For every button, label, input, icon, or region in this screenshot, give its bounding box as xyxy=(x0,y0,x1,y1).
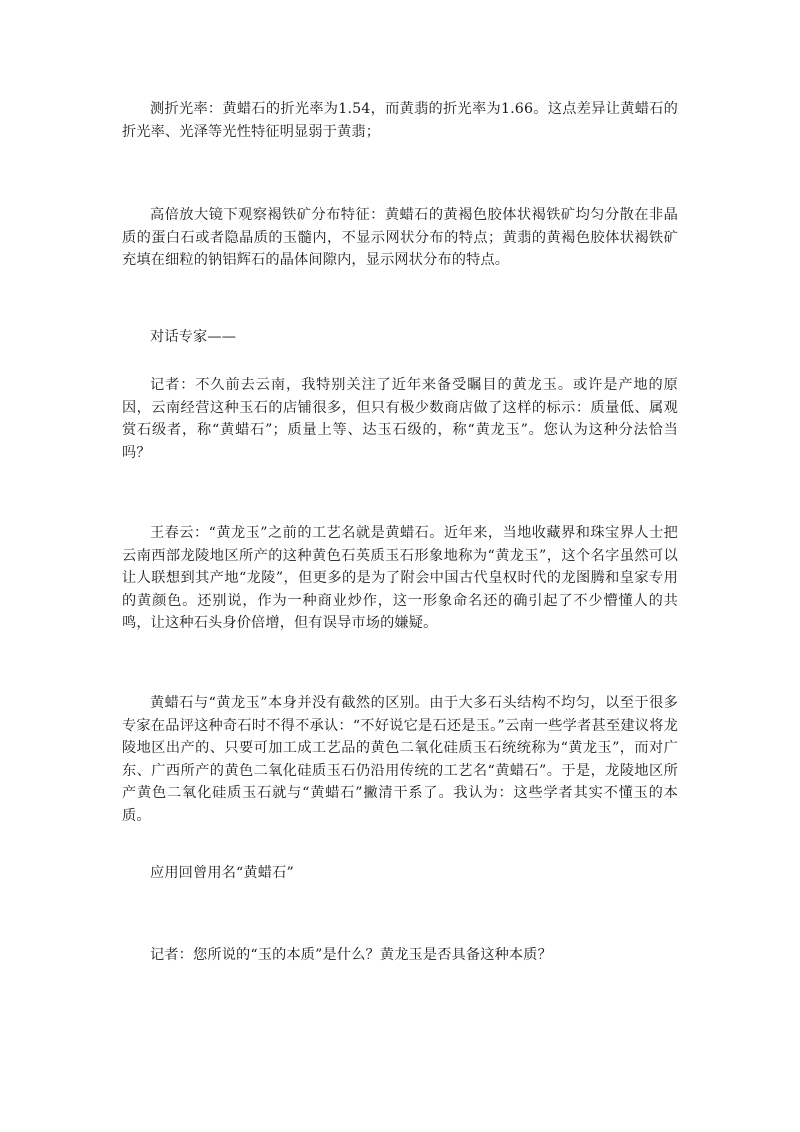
paragraph-wang-chunyun-answer: 王春云：“黄龙玉”之前的工艺名就是黄蜡石。近年来，当地收藏界和珠宝界人士把云南西部龙陵地区所产的这种黄色石英质玉石形象地称为“黄龙玉”，这个名字虽然可以让人联想到其产地“龙陵”，但更多的是为了附会中国古代皇权时代的龙图腾和皇家专用的黄颜色。还别说，作为一种商业炒作，这一形象命名还的确引起了不少懵懂人的共鸣，让这种石头身价倍增，但有误导市场的嫌疑。 xyxy=(122,525,678,632)
section-heading-expert-dialogue: 对话专家—— xyxy=(150,329,237,345)
section-heading-former-name: 应用回曾用名“黄蜡石” xyxy=(150,865,294,881)
paragraph-refractive-index: 测折光率：黄蜡石的折光率为1.54，而黄翡的折光率为1.66。这点差异让黄蜡石的折光率、光泽等光性特征明显弱于黄翡； xyxy=(122,101,678,140)
paragraph-limonite-distribution: 高倍放大镜下观察褐铁矿分布特征：黄蜡石的黄褐色胶体状褐铁矿均匀分散在非晶质的蛋白石或者隐晶质的玉髓内，不显示网状分布的特点；黄翡的黄褐色胶体状褐铁矿充填在细粒的钠铝辉石的晶体间隙内，显示网状分布的特点。 xyxy=(122,207,678,269)
paragraph-reporter-question-1: 记者：不久前去云南，我特别关注了近年来备受瞩目的黄龙玉。或许是产地的原因，云南经营这种玉石的店铺很多，但只有极少数商店做了这样的标示：质量低、属观赏石级者，称“黄蜡石”；质量上等、达玉石级的，称“黄龙玉”。您认为这种分法恰当吗？ xyxy=(122,377,678,461)
paragraph-reporter-question-2: 记者：您所说的“玉的本质”是什么？黄龙玉是否具备这种本质？ xyxy=(150,947,552,963)
paragraph-naming-distinction: 黄蜡石与“黄龙玉”本身并没有截然的区别。由于大多石头结构不均匀，以至于很多专家在品评这种奇石时不得不承认：“不好说它是石还是玉。”云南一些学者甚至建议将龙陵地区出产的、只要可加工成工艺品的黄色二氧化硅质玉石统统称为“黄龙玉”，而对广东、广西所产的黄色二氧化硅质玉石仍沿用传统的工艺名“黄蜡石”。于是，龙陵地区所产黄色二氧化硅质玉石就与“黄蜡石”撇清干系了。我认为：这些学者其实不懂玉的本质。 xyxy=(122,695,678,824)
